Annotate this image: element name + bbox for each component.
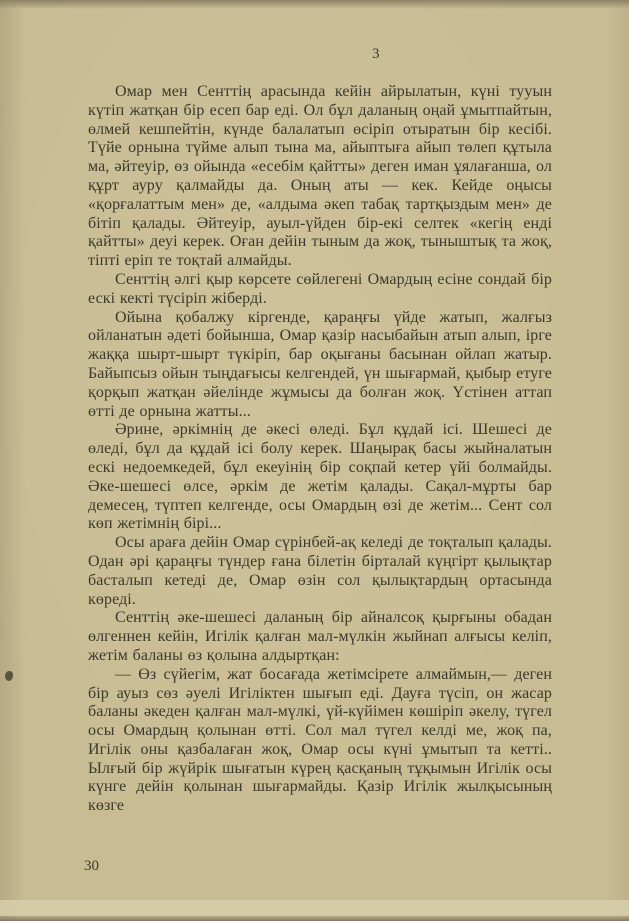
paragraph: — Өз сүйегім, жат босағада жетімсірете алмаймын,— деген бір ауыз сөз әуелі Игіліктен шығып еді. Дауға түсіп, он жасар баланы әкеден қалған мал-мүлкі, үй-күйімен көшіріп әкелу, түгел осы Омардың қолынан өтті. Сол мал түгел келді ме, жоқ па, Игілік оны қазбалаған жоқ, Омар осы күні ұмытып та кетті.. Ылғый бір жүйрік шығатын күрең қасқаның тұқымын Игілік осы күнге дейін қолынан шығармайды. Қазір Игілік жылқысының көзге	[88, 665, 552, 815]
paragraph: Әрине, әркімнің де әкесі өледі. Бұл құдай ісі. Шешесі де өледі, бұл да құдай ісі болу керек. Шаңырақ басы жыйналатын ескі недоемкедей, бұл екеуінің бір соқпай кетер үйі болмайды. Әке-шешесі өлсе, әркім де жетім қалады. Сақал-мұрты бар демесең, түптеп келгенде, осы Омардың өзі де жетім... Сент сол көп жетімнің бірі...	[88, 421, 552, 533]
body-text	[88, 83, 552, 816]
paragraph: Ойына қобалжу кіргенде, қараңғы үйде жатып, жалғыз ойланатын әдеті бойынша, Омар қазір насыбайын атып алып, ірге жаққа шырт-шырт түкіріп, бар оқығаны басынан ойлап жатыр. Байыпсыз ойын тыңдағысы келгендей, үн шығармай, қыбыр етуге қорқып жатқан әйелінде жұмысы да болған жоқ. Үстінен аттап өтті де орнына жатты...	[88, 308, 552, 420]
page-number-bottom: 30	[84, 858, 99, 874]
page-bottom-edge-shadow	[0, 915, 629, 921]
paragraph: Сенттің әке-шешесі даланың бір айналсоқ қырғыны обадан өлгеннен кейін, Игілік қалған мал-мүлкін жыйнап алғысы келіп, жетім баланы өз қолына алдыртқан:	[88, 609, 552, 664]
page-bottom-edge-highlight	[0, 900, 629, 916]
page-number-top: 3	[372, 46, 380, 62]
page-top-edge-shadow	[0, 0, 629, 9]
paragraph: Осы араға дейін Омар сүрінбей-ақ келеді де тоқталып қалады. Одан әрі қараңғы түндер ғана білетін бірталай күңгірт қылықтар басталып кетеді де, Омар өзін сол қылықтардың ортасында көреді.	[88, 534, 552, 608]
paragraph: Омар мен Сенттің арасында кейін айрылатын, күні тууын күтіп жатқан бір есеп бар еді. Ол бұл даланың оңай ұмытпайтын, өлмей кешпейтін, күнде балалатып өсіріп отыратын бір кесібі. Түйе орнына түйме алып тына ма, айыптыға айып төлеп құтыла ма, әйтеуір, өз ойында «есебім қайтты» деген иман ұялағанша, ол құрт ауру қалмайды да. Оның аты — кек. Кейде оңысы «қорғалаттым мен» де, «алдыма әкеп табақ тартқыздым мен» де бітіп қалады. Әйтеуір, ауыл-үйден бір-екі селтек «кегің енді қайтты» деуі керек. Оған дейін тыным да жоқ, тыныштық та жоқ, тіпті еріп те тоқтай алмайды.	[88, 83, 552, 270]
ink-speck	[5, 671, 13, 681]
paragraph: Сенттің әлгі қыр көрсете сөйлегені Омардың есіне сондай бір ескі кекті түсіріп жіберді.	[88, 270, 552, 307]
